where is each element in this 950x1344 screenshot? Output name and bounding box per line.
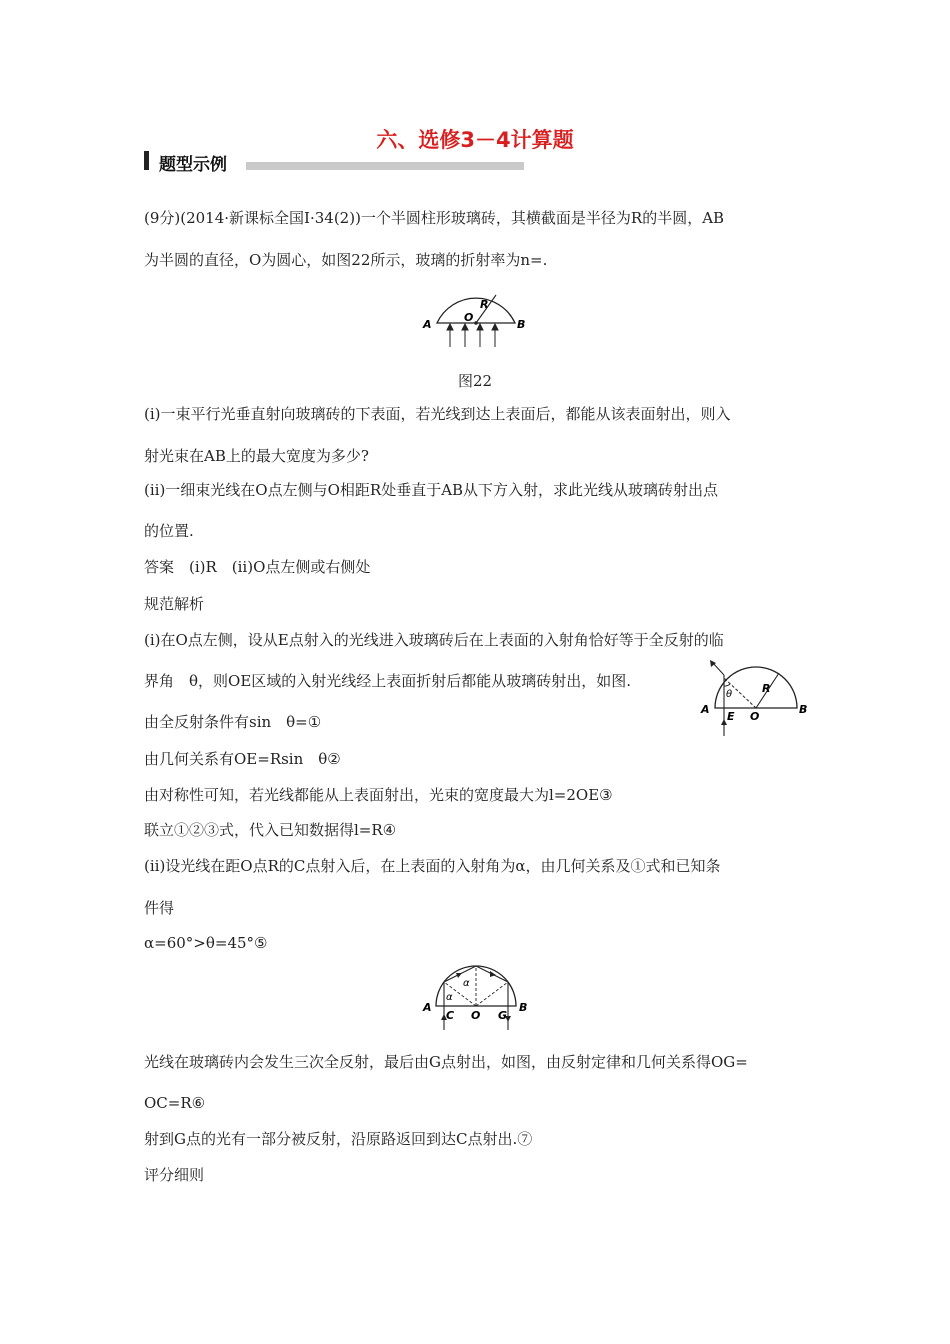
fig22-semicircle [437, 298, 515, 323]
solution-line-8: 件得 [144, 899, 175, 917]
analysis-label: 规范解析 [144, 595, 205, 613]
scoring-rules-label: 评分细则 [144, 1166, 205, 1184]
section-rule [246, 162, 524, 170]
solution-line-7: (ⅱ)设光线在距O点R的C点射入后，在上表面的入射角为α，由几何关系及①式和已知条 [144, 857, 721, 875]
solution-line-3: 由全反射条件有sin θ=① [144, 713, 322, 731]
problem-line-1: (9分)(2014·新课标全国Ⅰ·34(2))一个半圆柱形玻璃砖，其横截面是半径为R的半圆，AB [144, 209, 725, 227]
figure-total-reflection [420, 962, 532, 1032]
solution-line-1: (ⅰ)在O点左侧，设从E点射入的光线进入玻璃砖后在上表面的入射角恰好等于全反射的临 [144, 631, 724, 649]
fig2-label-theta: θ [726, 689, 733, 700]
answer-line: 答案 (ⅰ)R (ⅱ)O点左侧或右侧处 [144, 558, 371, 576]
section-bar [144, 151, 149, 170]
fig2-label-O: O [750, 710, 760, 723]
solution-line-11: OC=R⑥ [144, 1094, 206, 1112]
question-1-line-2: 射光束在AB上的最大宽度为多少? [144, 447, 369, 465]
solution-line-10: 光线在玻璃砖内会发生三次全反射，最后由G点射出，如图，由反射定律和几何关系得OG= [144, 1053, 748, 1071]
fig22-label-O: O [464, 311, 474, 324]
fig22-label-B: B [517, 318, 526, 331]
fig2-label-R: R [762, 682, 771, 695]
fig3-label-C: C [446, 1009, 455, 1022]
fig3-label-O: O [471, 1009, 481, 1022]
solution-line-4: 由几何关系有OE=Rsin θ② [144, 750, 341, 768]
fig2-label-B: B [799, 703, 808, 716]
question-1-line-1: (ⅰ)一束平行光垂直射向玻璃砖的下表面，若光线到达上表面后，都能从该表面射出，则入 [144, 405, 731, 423]
figure-22 [420, 282, 530, 352]
solution-line-6: 联立①②③式，代入已知数据得l=R④ [144, 821, 397, 839]
fig2-semicircle [715, 667, 797, 708]
section-header [144, 150, 524, 175]
fig2-label-E: E [727, 710, 735, 723]
fig22-arrows [447, 324, 498, 347]
fig3-label-alpha-2: α [463, 978, 470, 989]
fig22-label-A: A [423, 318, 432, 331]
fig3-label-B: B [519, 1001, 528, 1014]
figure-22-caption: 图22 [457, 372, 493, 390]
figure-critical-angle [696, 660, 814, 740]
question-2-line-2: 的位置. [144, 522, 194, 540]
fig2-label-A: A [701, 703, 710, 716]
solution-line-5: 由对称性可知，若光线都能从上表面射出，光束的宽度最大为l=2OE③ [144, 786, 613, 804]
page-title: 六、选修3－4计算题 [376, 128, 574, 152]
solution-line-12: 射到G点的光有一部分被反射，沿原路返回到达C点射出.⑦ [144, 1130, 533, 1148]
fig3-normal-3 [476, 982, 508, 1006]
question-2-line-1: (ⅱ)一细束光线在O点左侧与O相距R处垂直于AB从下方入射，求此光线从玻璃砖射出点 [144, 481, 719, 499]
problem-line-2: 为半圆的直径，O为圆心，如图22所示，玻璃的折射率为n=. [144, 251, 548, 269]
fig3-label-alpha-1: α [446, 992, 453, 1003]
fig2-theta-arc [724, 684, 730, 686]
fig3-label-A: A [423, 1001, 432, 1014]
fig3-label-G: G [498, 1009, 508, 1022]
solution-line-2: 界角 θ，则OE区域的入射光线经上表面折射后都能从玻璃砖射出，如图. [144, 672, 632, 690]
fig22-label-R: R [480, 298, 489, 311]
section-label: 题型示例 [159, 155, 227, 175]
fig22-center-dot [474, 321, 478, 325]
solution-line-9: α=60°>θ=45°⑤ [144, 934, 268, 952]
